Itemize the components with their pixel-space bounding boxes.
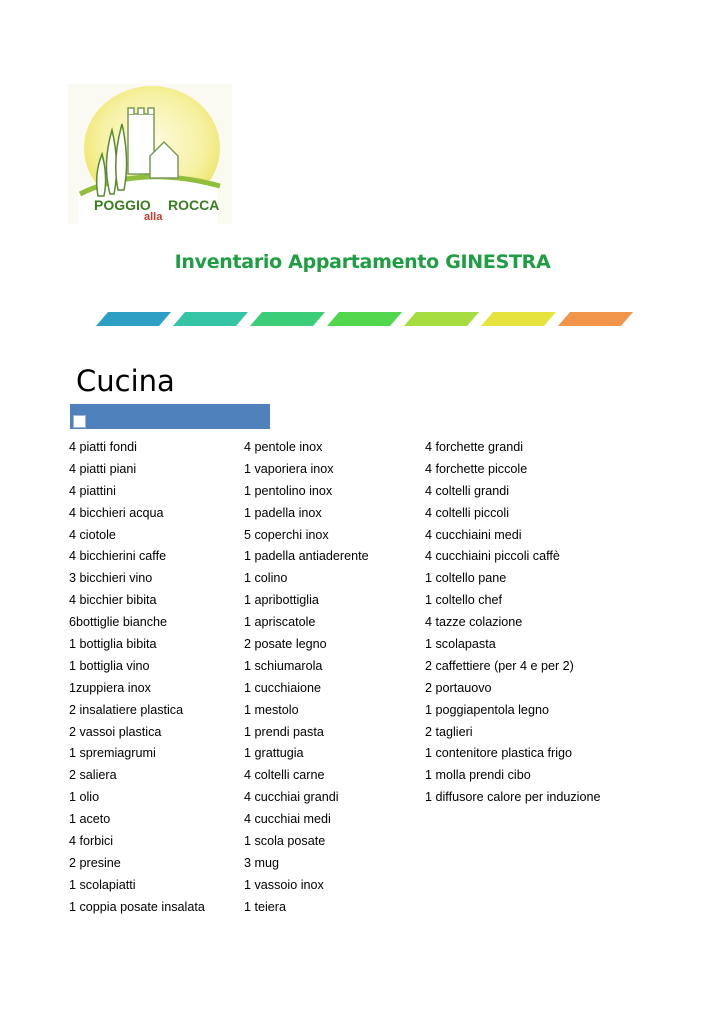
list-item: 1 padella antiaderente xyxy=(244,549,369,564)
list-item: 4 coltelli carne xyxy=(244,768,325,783)
page-title: Inventario Appartamento GINESTRA xyxy=(174,251,551,273)
list-item: 1 colino xyxy=(244,571,288,586)
list-item: 4 bicchierini caffe xyxy=(69,549,167,564)
divider-segment xyxy=(250,312,325,326)
divider-segment xyxy=(404,312,479,326)
list-item: 1 spremiagrumi xyxy=(69,746,156,761)
list-item: 1 poggiapentola legno xyxy=(425,702,549,717)
list-item: 2 insalatiere plastica xyxy=(69,702,184,717)
list-item: 1 bottiglia vino xyxy=(69,658,150,673)
list-item: 1 coppia posate insalata xyxy=(69,899,205,914)
list-item: 1 coltello pane xyxy=(425,571,507,586)
list-item: 4 piattini xyxy=(69,483,116,498)
list-item: 4 piatti fondi xyxy=(69,440,137,454)
list-item: 1 molla prendi cibo xyxy=(425,768,531,783)
list-item: 1 padella inox xyxy=(244,505,322,520)
list-item: 1 diffusore calore per induzione xyxy=(425,790,601,805)
list-item: 4 piatti piani xyxy=(69,461,137,476)
inventory-column-3 xyxy=(425,437,601,809)
list-item: 1 prendi pasta xyxy=(244,724,324,739)
list-item: 4 forchette piccole xyxy=(425,461,528,476)
list-item: 1 vassoio inox xyxy=(244,877,324,892)
list-item: 1 apriscatole xyxy=(244,615,316,630)
list-item: 5 coperchi inox xyxy=(244,527,329,542)
divider-segment xyxy=(481,312,556,326)
list-item: 1 scolapasta xyxy=(425,637,496,652)
list-item: 4 tazze colazione xyxy=(425,615,523,630)
list-item: 4 cucchiai medi xyxy=(244,812,331,827)
list-item: 4 cucchiai grandi xyxy=(244,790,339,805)
list-item: 2 caffettiere (per 4 e per 2) xyxy=(425,658,574,673)
logo-text-poggio: POGGIO xyxy=(94,197,151,213)
list-item: 2 portauovo xyxy=(425,680,492,695)
list-item: 1 aceto xyxy=(69,812,111,827)
divider-segment xyxy=(96,312,171,326)
inventory-column-2 xyxy=(244,437,369,919)
list-item: 1zuppiera inox xyxy=(69,680,151,695)
inventory-column-1 xyxy=(69,437,205,919)
list-item: 3 mug xyxy=(244,855,280,870)
list-item: 4 forchette grandi xyxy=(425,440,524,454)
list-item: 1 contenitore plastica frigo xyxy=(425,746,573,761)
list-item: 1 teiera xyxy=(244,899,287,914)
list-item: 4 bicchieri acqua xyxy=(69,505,164,520)
list-item: 2 saliera xyxy=(69,768,117,783)
logo-text-rocca: ROCCA xyxy=(168,197,220,213)
list-item: 1 olio xyxy=(69,790,100,805)
list-item: 3 bicchieri vino xyxy=(69,571,153,586)
list-item: 2 posate legno xyxy=(244,637,327,652)
list-item: 4 cucchiaini piccoli caffè xyxy=(425,549,560,564)
list-item: 1 vaporiera inox xyxy=(244,461,334,476)
list-item: 1 bottiglia bibita xyxy=(69,637,157,652)
list-item: 4 coltelli grandi xyxy=(425,483,510,498)
list-item: 4 cucchiaini medi xyxy=(425,527,522,542)
list-item: 2 presine xyxy=(69,855,121,870)
logo-graphic xyxy=(68,84,232,224)
list-item: 4 pentole inox xyxy=(244,440,323,454)
list-item: 1 coltello chef xyxy=(425,593,503,608)
section-title: Cucina xyxy=(76,364,175,398)
list-item: 1 scolapiatti xyxy=(69,877,136,892)
logo-text-alla: alla xyxy=(144,211,163,223)
list-item: 6bottiglie bianche xyxy=(69,615,168,630)
section-header-bar xyxy=(70,404,270,429)
list-item: 1 apribottiglia xyxy=(244,593,319,608)
list-item: 1 pentolino inox xyxy=(244,483,333,498)
checkbox-icon xyxy=(73,415,86,428)
divider-segment xyxy=(558,312,633,326)
list-item: 4 ciotole xyxy=(69,527,116,542)
poggio-alla-rocca-logo xyxy=(68,84,232,224)
list-item: 1 cucchiaione xyxy=(244,680,322,695)
list-item: 1 schiumarola xyxy=(244,658,323,673)
list-item: 2 vassoi plastica xyxy=(69,724,162,739)
color-divider xyxy=(96,312,636,326)
list-item: 4 forbici xyxy=(69,834,114,849)
list-item: 4 bicchier bibita xyxy=(69,593,157,608)
list-item: 1 grattugia xyxy=(244,746,304,761)
list-item: 1 scola posate xyxy=(244,834,326,849)
list-item: 4 coltelli piccoli xyxy=(425,505,509,520)
list-item: 1 mestolo xyxy=(244,702,299,717)
divider-segment xyxy=(327,312,402,326)
list-item: 2 taglieri xyxy=(425,724,473,739)
divider-segment xyxy=(173,312,248,326)
